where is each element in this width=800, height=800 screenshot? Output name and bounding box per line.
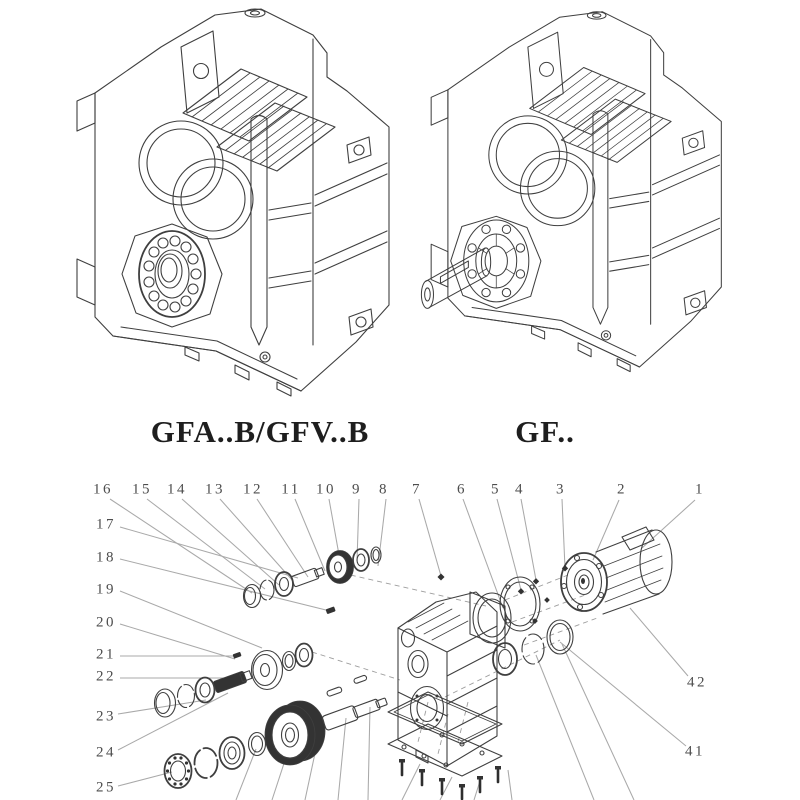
callout-42: 42 bbox=[687, 674, 707, 691]
callout-14: 14 bbox=[167, 481, 187, 498]
output-shaft-assembly bbox=[165, 675, 389, 788]
callout-24: 24 bbox=[96, 744, 116, 761]
base-screws bbox=[399, 759, 501, 799]
callout-5: 5 bbox=[491, 481, 501, 498]
motor bbox=[561, 527, 672, 614]
callout-3: 3 bbox=[556, 481, 566, 498]
hollow-shaft-flange bbox=[122, 224, 222, 327]
callout-7: 7 bbox=[412, 481, 422, 498]
model-label-gfab-gfvb: GFA..B/GFV..B bbox=[150, 414, 370, 449]
callout-4: 4 bbox=[515, 481, 525, 498]
exploded-parts-diagram bbox=[110, 499, 695, 800]
solid-output-shaft bbox=[421, 216, 541, 308]
callout-11: 11 bbox=[281, 481, 301, 498]
callout-8: 8 bbox=[379, 481, 389, 498]
callout-20: 20 bbox=[96, 614, 116, 631]
callout-17: 17 bbox=[96, 516, 116, 533]
fastener-bolts bbox=[437, 565, 568, 624]
callout-22: 22 bbox=[96, 668, 116, 685]
callout-1: 1 bbox=[695, 481, 705, 498]
gearbox-hollow-shaft-drawing bbox=[77, 9, 389, 396]
model-label-gf: GF.. bbox=[515, 414, 575, 449]
gearbox-solid-shaft-drawing bbox=[421, 12, 721, 372]
callout-19: 19 bbox=[96, 581, 116, 598]
callout-25: 25 bbox=[96, 779, 116, 796]
callout-13: 13 bbox=[205, 481, 225, 498]
base-gasket-and-plate bbox=[388, 692, 502, 799]
callout-21: 21 bbox=[96, 646, 116, 663]
input-shaft-assembly bbox=[244, 547, 382, 614]
callout-41: 41 bbox=[685, 743, 705, 760]
callout-6: 6 bbox=[457, 481, 467, 498]
callout-15: 15 bbox=[132, 481, 152, 498]
callout-18: 18 bbox=[96, 549, 116, 566]
gear-housing bbox=[398, 592, 511, 766]
callout-16: 16 bbox=[93, 481, 113, 498]
callout-2: 2 bbox=[617, 481, 627, 498]
callout-23: 23 bbox=[96, 708, 116, 725]
callout-10: 10 bbox=[316, 481, 336, 498]
leader-lines bbox=[110, 499, 695, 800]
callout-9: 9 bbox=[352, 481, 362, 498]
callout-12: 12 bbox=[243, 481, 263, 498]
